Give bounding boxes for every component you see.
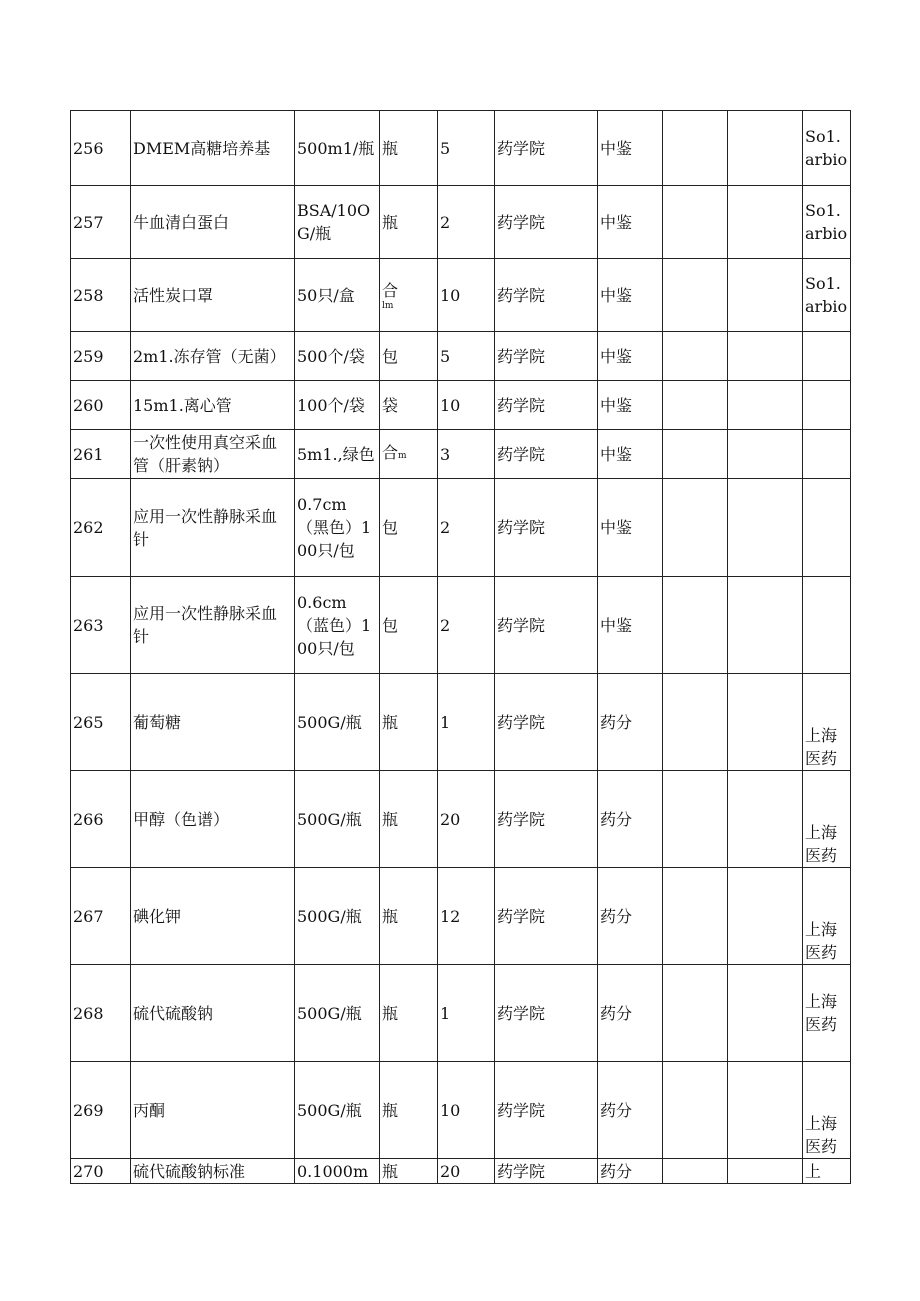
- cell-blank-1: [663, 111, 728, 186]
- cell-blank-2: [728, 332, 803, 381]
- cell-supplier: [803, 430, 851, 479]
- cell-spec-text: BSA/10OG/瓶: [297, 201, 371, 243]
- table-row: [71, 868, 851, 965]
- cell-unit-text: 瓶: [382, 1003, 399, 1023]
- cell-item-name: [131, 111, 295, 186]
- table-row: [71, 479, 851, 577]
- cell-item-name-text: 牛血清白蛋白: [133, 212, 230, 232]
- cell-number-text: 265: [73, 712, 104, 732]
- cell-item-name-text: 一次性使用真空采血管（肝素钠）: [133, 433, 278, 475]
- cell-supplier: [803, 259, 851, 332]
- cell-blank-1: [663, 771, 728, 868]
- cell-unit: [380, 479, 438, 577]
- cell-department: [495, 868, 598, 965]
- cell-quantity: [438, 111, 495, 186]
- table-row: [71, 674, 851, 771]
- cell-number: [71, 771, 131, 868]
- cell-department: [495, 381, 598, 430]
- procurement-table: [70, 110, 851, 1184]
- cell-unit: [380, 771, 438, 868]
- cell-supplier: [803, 1062, 851, 1159]
- cell-quantity-text: 2: [440, 212, 451, 232]
- cell-group: [598, 1062, 663, 1159]
- cell-blank-2: [728, 259, 803, 332]
- cell-unit: [380, 430, 438, 479]
- cell-number: [71, 965, 131, 1062]
- cell-group-text: 中鉴: [600, 395, 633, 415]
- cell-quantity-text: 1: [440, 1003, 451, 1023]
- cell-spec: [295, 479, 380, 577]
- cell-group-text: 药分: [600, 712, 633, 732]
- cell-unit-text: 包: [382, 346, 399, 366]
- cell-blank-1: [663, 259, 728, 332]
- cell-supplier-text: So1.arbio: [805, 127, 848, 169]
- cell-group: [598, 1159, 663, 1184]
- cell-department: [495, 430, 598, 479]
- cell-item-name-text: 丙酮: [133, 1100, 166, 1120]
- table-row: [71, 381, 851, 430]
- cell-unit: [380, 577, 438, 674]
- cell-blank-1: [663, 868, 728, 965]
- cell-item-name-text: 硫代硫酸钠: [133, 1003, 214, 1023]
- cell-spec-text: 0.1000m: [297, 1161, 369, 1181]
- cell-spec: [295, 332, 380, 381]
- cell-blank-2: [728, 430, 803, 479]
- cell-spec-text: 100个/袋: [297, 395, 365, 415]
- cell-item-name-text: 硫代硫酸钠标准: [133, 1161, 246, 1181]
- cell-supplier-text: 上海医药: [805, 1114, 838, 1156]
- cell-quantity: [438, 479, 495, 577]
- cell-department-text: 药学院: [497, 712, 546, 732]
- cell-unit: [380, 332, 438, 381]
- cell-blank-1: [663, 381, 728, 430]
- cell-quantity: [438, 430, 495, 479]
- cell-spec: [295, 771, 380, 868]
- cell-number-text: 263: [73, 615, 104, 635]
- cell-number-text: 256: [73, 138, 104, 158]
- cell-number: [71, 868, 131, 965]
- cell-supplier-text: 上海医药: [805, 726, 838, 768]
- cell-supplier: [803, 577, 851, 674]
- table-row: [71, 332, 851, 381]
- cell-item-name: [131, 332, 295, 381]
- cell-unit-text: 瓶: [382, 712, 399, 732]
- cell-spec-text: 500G/瓶: [297, 809, 362, 829]
- cell-spec: [295, 259, 380, 332]
- cell-department: [495, 1159, 598, 1184]
- cell-group-text: 药分: [600, 809, 633, 829]
- cell-spec-text: 500m1/瓶: [297, 138, 375, 158]
- cell-department: [495, 332, 598, 381]
- cell-spec-text: 0.7cm（黑色）100只/包: [297, 495, 372, 560]
- cell-quantity: [438, 1159, 495, 1184]
- cell-item-name: [131, 577, 295, 674]
- cell-unit-text: 合: [382, 442, 399, 462]
- cell-number: [71, 186, 131, 259]
- cell-group: [598, 430, 663, 479]
- cell-unit-text: 瓶: [382, 212, 399, 232]
- cell-unit: [380, 868, 438, 965]
- cell-spec-text: 500个/袋: [297, 346, 365, 366]
- cell-item-name-text: 葡萄糖: [133, 712, 182, 732]
- cell-department-text: 药学院: [497, 906, 546, 926]
- cell-item-name: [131, 259, 295, 332]
- cell-department-text: 药学院: [497, 615, 546, 635]
- cell-quantity: [438, 332, 495, 381]
- cell-unit: [380, 965, 438, 1062]
- cell-supplier-text: So1.arbio: [805, 274, 848, 316]
- cell-unit-text: 瓶: [382, 906, 399, 926]
- cell-quantity-text: 12: [440, 906, 461, 926]
- cell-supplier: [803, 381, 851, 430]
- cell-department-text: 药学院: [497, 1100, 546, 1120]
- table-row: [71, 259, 851, 332]
- cell-number: [71, 674, 131, 771]
- cell-spec: [295, 111, 380, 186]
- cell-number: [71, 1062, 131, 1159]
- cell-unit-text: 瓶: [382, 809, 399, 829]
- cell-blank-1: [663, 577, 728, 674]
- cell-number-text: 258: [73, 285, 104, 305]
- cell-department-text: 药学院: [497, 444, 546, 464]
- cell-blank-1: [663, 430, 728, 479]
- cell-group: [598, 868, 663, 965]
- cell-supplier: [803, 965, 851, 1062]
- cell-spec: [295, 674, 380, 771]
- cell-department-text: 药学院: [497, 518, 546, 537]
- cell-unit: [380, 111, 438, 186]
- cell-group: [598, 577, 663, 674]
- cell-blank-1: [663, 479, 728, 577]
- cell-item-name-text: 应用一次性静脉采血针: [133, 506, 278, 549]
- cell-supplier-text: 上海医药: [805, 920, 838, 962]
- cell-department: [495, 259, 598, 332]
- cell-blank-1: [663, 674, 728, 771]
- cell-quantity: [438, 186, 495, 259]
- cell-spec-text: 0.6cm（蓝色）100只/包: [297, 592, 372, 658]
- cell-spec: [295, 1062, 380, 1159]
- cell-quantity-text: 1: [440, 712, 451, 732]
- cell-group-text: 药分: [600, 906, 633, 926]
- cell-quantity: [438, 771, 495, 868]
- cell-unit-text: 合: [382, 281, 399, 300]
- cell-spec: [295, 186, 380, 259]
- cell-department: [495, 1062, 598, 1159]
- cell-spec: [295, 577, 380, 674]
- cell-group-text: 中鉴: [600, 518, 633, 537]
- cell-number: [71, 479, 131, 577]
- cell-spec: [295, 430, 380, 479]
- cell-group-text: 中鉴: [600, 346, 633, 366]
- cell-item-name: [131, 771, 295, 868]
- cell-unit-text: 包: [382, 518, 399, 537]
- cell-number-text: 269: [73, 1100, 104, 1120]
- cell-quantity-text: 5: [440, 138, 451, 158]
- cell-item-name-text: 活性炭口罩: [133, 285, 214, 305]
- cell-blank-1: [663, 1062, 728, 1159]
- cell-item-name-text: 15m1.离心管: [133, 395, 232, 415]
- cell-unit: [380, 186, 438, 259]
- cell-spec: [295, 965, 380, 1062]
- cell-department: [495, 965, 598, 1062]
- cell-blank-1: [663, 965, 728, 1062]
- cell-spec-text: 5m1.,绿色: [297, 444, 375, 464]
- cell-unit-subscript: lm: [382, 301, 394, 311]
- cell-department-text: 药学院: [497, 138, 546, 158]
- cell-group: [598, 479, 663, 577]
- cell-blank-2: [728, 1062, 803, 1159]
- cell-spec: [295, 868, 380, 965]
- cell-quantity: [438, 381, 495, 430]
- cell-unit: [380, 1159, 438, 1184]
- cell-blank-2: [728, 479, 803, 577]
- cell-group-text: 药分: [600, 1003, 633, 1023]
- cell-spec-text: 500G/瓶: [297, 712, 362, 732]
- cell-group-text: 中鉴: [600, 615, 633, 635]
- cell-number: [71, 111, 131, 186]
- cell-blank-2: [728, 771, 803, 868]
- cell-spec-text: 500G/瓶: [297, 1003, 362, 1023]
- cell-unit-text: 瓶: [382, 138, 399, 158]
- cell-unit: [380, 1062, 438, 1159]
- cell-blank-2: [728, 111, 803, 186]
- cell-department: [495, 186, 598, 259]
- cell-quantity-text: 3: [440, 444, 451, 464]
- cell-group: [598, 381, 663, 430]
- cell-quantity: [438, 577, 495, 674]
- cell-blank-1: [663, 332, 728, 381]
- cell-unit-text: 瓶: [382, 1161, 399, 1181]
- cell-quantity-text: 5: [440, 346, 451, 366]
- cell-department-text: 药学院: [497, 809, 546, 829]
- cell-item-name: [131, 965, 295, 1062]
- cell-department-text: 药学院: [497, 1161, 546, 1181]
- cell-unit-text: 瓶: [382, 1100, 399, 1120]
- cell-group: [598, 965, 663, 1062]
- cell-department-text: 药学院: [497, 1003, 546, 1023]
- cell-quantity-text: 10: [440, 285, 461, 305]
- cell-number-text: 257: [73, 212, 104, 232]
- cell-quantity: [438, 674, 495, 771]
- cell-supplier-text: So1.arbio: [805, 201, 848, 243]
- cell-spec: [295, 1159, 380, 1184]
- cell-supplier: [803, 111, 851, 186]
- cell-department: [495, 479, 598, 577]
- cell-blank-1: [663, 1159, 728, 1184]
- cell-spec-text: 500G/瓶: [297, 1100, 362, 1120]
- cell-number: [71, 332, 131, 381]
- cell-quantity: [438, 965, 495, 1062]
- cell-item-name: [131, 430, 295, 479]
- cell-group-text: 中鉴: [600, 444, 633, 464]
- cell-item-name: [131, 479, 295, 577]
- cell-department: [495, 111, 598, 186]
- cell-item-name-text: 应用一次性静脉采血针: [133, 604, 278, 646]
- cell-group: [598, 259, 663, 332]
- cell-supplier-text: 上海医药: [805, 823, 838, 865]
- cell-unit-text: 包: [382, 615, 399, 635]
- cell-blank-2: [728, 186, 803, 259]
- cell-quantity-text: 2: [440, 615, 451, 635]
- cell-group-text: 药分: [600, 1100, 633, 1120]
- cell-group: [598, 186, 663, 259]
- table-row: [71, 111, 851, 186]
- cell-department: [495, 771, 598, 868]
- cell-supplier: [803, 771, 851, 868]
- cell-spec-text: 500G/瓶: [297, 906, 362, 926]
- cell-number-text: 260: [73, 395, 104, 415]
- table-row: [71, 430, 851, 479]
- cell-number: [71, 1159, 131, 1184]
- cell-quantity-text: 2: [440, 518, 451, 537]
- cell-group-text: 中鉴: [600, 212, 633, 232]
- cell-number: [71, 577, 131, 674]
- cell-group-text: 药分: [600, 1161, 633, 1181]
- cell-number-text: 262: [73, 518, 104, 537]
- table-row: [71, 577, 851, 674]
- cell-quantity-text: 10: [440, 395, 461, 415]
- cell-number-text: 268: [73, 1003, 104, 1023]
- cell-number-text: 261: [73, 444, 104, 464]
- cell-department-text: 药学院: [497, 346, 546, 366]
- cell-item-name-text: 碘化钾: [133, 906, 182, 926]
- cell-number-text: 267: [73, 906, 104, 926]
- cell-spec-text: 50只/盒: [297, 285, 355, 305]
- cell-item-name: [131, 1159, 295, 1184]
- cell-supplier: [803, 674, 851, 771]
- cell-unit-text: 袋: [382, 395, 399, 415]
- cell-supplier: [803, 186, 851, 259]
- table-row: [71, 1159, 851, 1184]
- cell-group-text: 中鉴: [600, 285, 633, 305]
- cell-supplier: [803, 868, 851, 965]
- cell-item-name-text: 2m1.冻存管（无菌）: [133, 346, 286, 366]
- cell-item-name: [131, 381, 295, 430]
- cell-supplier-text: 上: [805, 1161, 822, 1181]
- cell-item-name-text: 甲醇（色谱）: [133, 809, 230, 829]
- cell-number: [71, 381, 131, 430]
- cell-department: [495, 674, 598, 771]
- cell-quantity-text: 20: [440, 1161, 461, 1181]
- cell-blank-2: [728, 577, 803, 674]
- cell-number: [71, 430, 131, 479]
- cell-department-text: 药学院: [497, 212, 546, 232]
- cell-group: [598, 332, 663, 381]
- cell-department-text: 药学院: [497, 285, 546, 305]
- table-row: [71, 771, 851, 868]
- cell-blank-2: [728, 1159, 803, 1184]
- cell-blank-2: [728, 674, 803, 771]
- cell-quantity: [438, 259, 495, 332]
- cell-quantity-text: 20: [440, 809, 461, 829]
- cell-quantity: [438, 1062, 495, 1159]
- cell-supplier: [803, 479, 851, 577]
- cell-group-text: 中鉴: [600, 138, 633, 158]
- cell-supplier-text: 上海医药: [805, 992, 838, 1034]
- cell-item-name-text: DMEM高糖培养基: [133, 138, 271, 158]
- cell-supplier: [803, 332, 851, 381]
- cell-group: [598, 771, 663, 868]
- cell-department-text: 药学院: [497, 395, 546, 415]
- cell-item-name: [131, 186, 295, 259]
- cell-quantity-text: 10: [440, 1100, 461, 1120]
- cell-unit: [380, 674, 438, 771]
- cell-blank-2: [728, 965, 803, 1062]
- cell-item-name: [131, 868, 295, 965]
- cell-item-name: [131, 1062, 295, 1159]
- cell-department: [495, 577, 598, 674]
- cell-unit: [380, 259, 438, 332]
- cell-group: [598, 111, 663, 186]
- table-row: [71, 186, 851, 259]
- cell-number-text: 266: [73, 809, 104, 829]
- cell-spec: [295, 381, 380, 430]
- cell-number-text: 259: [73, 346, 104, 366]
- cell-unit-subscript: m: [398, 450, 407, 461]
- table-row: [71, 965, 851, 1062]
- cell-number: [71, 259, 131, 332]
- cell-item-name: [131, 674, 295, 771]
- cell-number-text: 270: [73, 1161, 104, 1181]
- cell-blank-2: [728, 868, 803, 965]
- cell-unit: [380, 381, 438, 430]
- cell-blank-2: [728, 381, 803, 430]
- table-row: [71, 1062, 851, 1159]
- cell-quantity: [438, 868, 495, 965]
- cell-blank-1: [663, 186, 728, 259]
- cell-supplier: [803, 1159, 851, 1184]
- cell-group: [598, 674, 663, 771]
